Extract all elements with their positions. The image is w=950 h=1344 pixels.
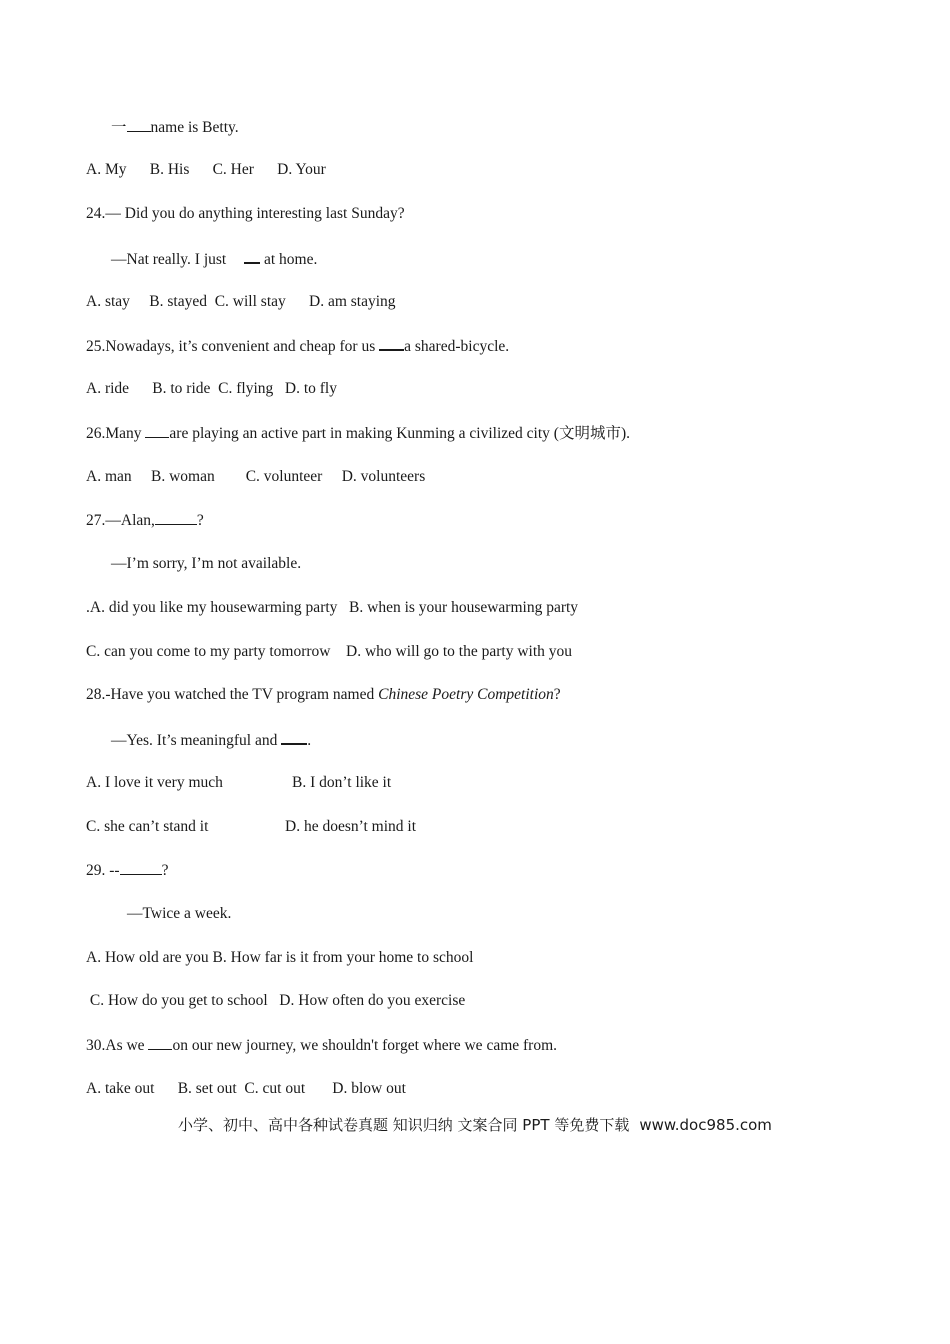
q29-suffix: ? (161, 862, 169, 879)
q28-blank (281, 729, 307, 745)
q23-blank (127, 117, 151, 132)
q25-options: A. ride B. to ride C. flying D. to fly (86, 380, 337, 397)
q27-blank (155, 510, 197, 525)
q30-stem (86, 1035, 557, 1056)
q26-stem (86, 423, 630, 444)
q27-suffix: ? (196, 512, 204, 529)
page-footer (178, 1115, 772, 1135)
q24-stem: 24.— Did you do anything interesting last Sunday? (86, 205, 405, 222)
q30-options: A. take out B. set out C. cut out D. blow out (86, 1080, 406, 1097)
footer-text: 小学、初中、高中各种试卷真题 知识归纳 文案合同 PPT 等免费下载 (178, 1116, 630, 1134)
q23-text: name is Betty. (150, 119, 239, 136)
q28-stem (86, 685, 561, 705)
q24-reply-prefix: —Nat really. I just (111, 251, 231, 268)
q29-blank (120, 860, 162, 875)
q24-blank (244, 248, 260, 264)
q23-options: A. My B. His C. Her D. Your (86, 161, 326, 178)
q23-stem (111, 117, 239, 138)
q25-suffix: a shared-bicycle. (404, 338, 510, 355)
q28-prefix: 28.-Have you watched the TV program named (86, 686, 379, 703)
q28-option-c: C. she can’t stand it (86, 818, 209, 835)
q28-reply (111, 729, 311, 751)
q27-reply: —I’m sorry, I’m not available. (111, 555, 302, 572)
q28-option-d: D. he doesn’t mind it (285, 818, 417, 835)
q30-suffix: on our new journey, we shouldn't forget where we came from. (172, 1037, 558, 1054)
q28-reply-prefix: —Yes. It’s meaningful and (111, 732, 282, 749)
q29-options-2: C. How do you get to school D. How often do you exercise (86, 992, 466, 1009)
q26-prefix: 26.Many (86, 425, 146, 442)
q28-suffix: ? (553, 686, 561, 703)
q28-option-b: B. I don’t like it (292, 774, 392, 791)
q27-prefix: 27.—Alan, (86, 512, 155, 529)
q25-prefix: 25.Nowadays, it’s convenient and cheap for us (86, 338, 380, 355)
q29-prefix: 29. -- (86, 862, 120, 879)
q30-blank (148, 1035, 172, 1050)
q25-blank (379, 335, 404, 351)
q27-stem (86, 510, 204, 531)
q27-options-2: C. can you come to my party tomorrow D. who will go to the party with you (86, 643, 573, 660)
q24-reply-suffix: at home. (260, 251, 318, 268)
footer-url[interactable]: www.doc985.com (639, 1116, 772, 1134)
q26-options: A. man B. woman C. volunteer D. volunteers (86, 468, 426, 485)
q29-reply: —Twice a week. (127, 905, 232, 922)
q30-prefix: 30.As we (86, 1037, 149, 1054)
q29-options-1: A. How old are you B. How far is it from your home to school (86, 949, 474, 966)
q24-options: A. stay B. stayed C. will stay D. am staying (86, 293, 396, 310)
q27-options-1: .A. did you like my housewarming party B. when is your housewarming party (86, 599, 579, 616)
q29-stem (86, 860, 168, 881)
q25-stem (86, 335, 509, 357)
q23-dash: 一 (111, 119, 127, 136)
q28-option-a: A. I love it very much (86, 774, 223, 791)
q26-suffix: are playing an active part in making Kunming a civilized city (文明城市). (169, 425, 630, 442)
q28-program-title: Chinese Poetry Competition (378, 686, 554, 703)
q24-reply (111, 248, 317, 270)
q26-blank (145, 423, 169, 438)
q28-reply-suffix: . (307, 732, 312, 749)
